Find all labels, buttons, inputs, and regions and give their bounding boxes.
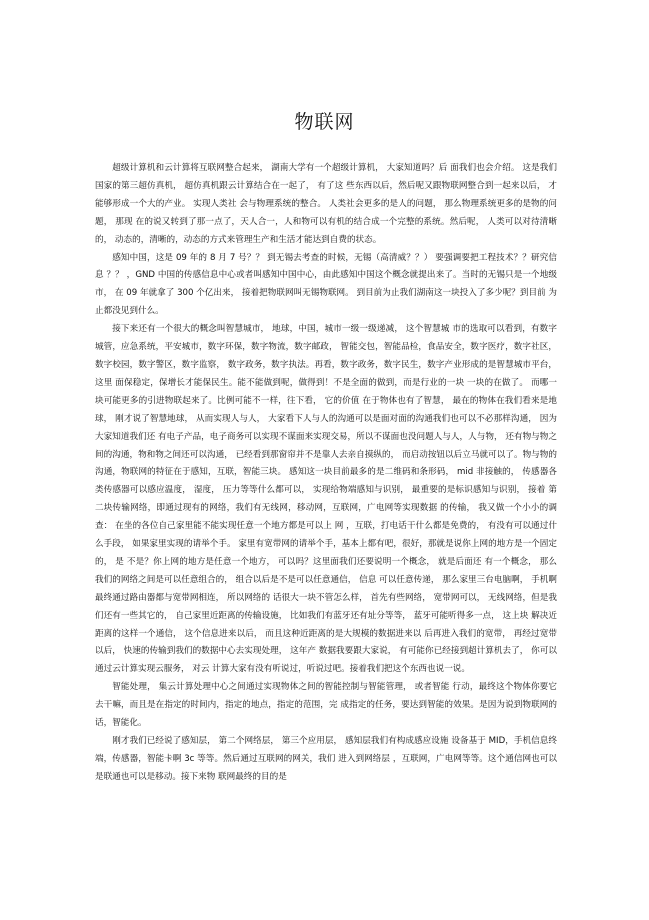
- paragraph-smart-city: 接下来还有一个很大的概念叫智慧城市， 地球，中国，城市一级一级递减， 这个智慧城 市的选取可以看到，有数字城管，应急系统，平安城市，数字环保，数字物流，数字邮政， 智能交包，智能品检，食品安全，数字医疗，数字社区，数字校园，数字警区，数字监察， 数字政务，数字执法。再看，数字政务，数字民生，数字产业形成的是智慧城市平台，这里 面保稳定，保增长才能保民生。能不能做到呢，做得到！不是全面的做到，而是行业的一块 一块的在做了。 而哪一块可能更多的引进物联起来了。比例可能不一样，往下看， 它的价值 在于物体也有了智慧， 最在的物体在我们看来是地球， 刚才说了智慧地球， 从而实现人与人， 大家看下人与人的沟通可以是面对面的沟通我们也可以不必那样沟通， 因为大家知道我们还 有电子产品，电子商务可以实现不谋面来实现交易，所以不谋面也没问题人与人，人与物， 还有物与物之间的沟通，物和物之间还可以沟通， 已经看到那窗帘并不是靠人去亲自摸纵的， 而启动按钮以后立马就可以了。物与物的沟通，物联网的特征在于感知，互联，智能三块。 感知这一块目前最多的是二维码和条形码， mid 非接触的， 传感器各类传感器可以感应温度， 湿度， 压力等等什么都可以， 实现给物端感知与识别， 最重要的是标识感知与识别， 接着 第二块传输网络，即通过现有的网络，我们有无线网，移动网，互联网，广电网等实现数据 的传输， 我又做一个小小的调查： 在坐的各位自己家里能不能实现任意一个地方都是可以上 网 ，互联，打电话干什么都是免费的， 有没有可以通过什么手段， 如果家里实现的请举个手。 家里有宽带网的请举个手，基本上都有吧，很好，那就是说你上网的地方是一个固定的， 是 不是？你上网的地方是任意一个地方， 可以吗？这里面我们还要说明一个概念， 就是后面还 有一个概念， 那么我们的网络之间是可以任意组合的， 组合以后是不是可以任意通信， 信息 可以任意传递， 那么家里三台电脑啊， 手机啊最终通过路由器都与宽带网相连， 所以网络的 话很大一块不管怎么样， 首先有些网络， 宽带网可以， 无线网络，但是我们还有一些其它的， 自己家里近距离的传输设施， 比如我们有蓝牙还有址分等等， 蓝牙可能听得多一点， 这上块 解决近距离的这样一个通信， 这个信息进来以后， 而且这种近距离的是大规模的数据进来以 后再进入我们的宽带， 再经过宽带以后， 快速的传输到我们的数据中心去实现处理， 这年产 数据我要跟大家说， 有可能你已经接到超计算机去了， 你可以通过云计算实现云服务， 对云 计算大家有没有听说过，听说过吧。接着我们把这个东西也说一说。: [95, 324, 557, 675]
- paragraph-supercomputer: 超级计算机和云计算将互联网整合起来， 湖南大学有一个超级计算机， 大家知道吗？后 面我们也会介绍。 这是我们国家的第三超仿真机， 超仿真机跟云计算结合在一起了， 有了这 些东西以后，然后呢又跟物联网整合到一起来以后， 才能够形成一个大的产业。 实现人类社 会与物理系统的整合。 人类社会更多的是人的问题， 那么物理系统更多的是物的问题， 那现 在的说又转到了那一点了，天人合一，人和物可以有机的结合成一个完整的系统。然后呢， 人类可以对待清晰的， 动态的，清晰的，动态的方式来管理生产和生活才能达到自费的状态。: [95, 163, 557, 245]
- document-title: 物联网: [294, 111, 355, 133]
- paragraph-layers: 刚才我们已经说了感知层， 第二个网络层， 第三个应用层， 感知层我们有构成感应设施 设备基于 MID，手机信息终端，传感器，智能卡啊 3c 等等。然后通过互联网的网关，我们 进入到网络层 ，互联网，广电网等等。这个通信网也可以是联通也可以是移动。接下来物 联网最终的目的是: [95, 736, 557, 782]
- paragraph-intelligent-processing: 智能处理， 集云计算处理中心之间通过实现物体之间的智能控制与智能管理， 或者智能 行动，最终这个物体你要它去干嘛，而且是在指定的时间内，指定的地点，指定的范围，完 成指定的任务，要达到智能的效果。是因为说到物联网的话，智能化。: [95, 682, 557, 729]
- paragraph-sensing-china: 感知中国，这是 09 年的 8 月 7 号？？ 到无锡去考查的时候，无锡（高清威？？） 要强调要把工程技术？？研究信息 ？？ ，GND 中国的传感信息中心或者叫感知中国中心，由此感知中国这个概念就提出来了。当时的无锡只是一个地级市， 在 09 年就拿了 300 个亿出来， 接着把物联网叫无锡物联网。 到目前为止我们湖南这一块投入了多少呢？到目前 为止都没见到什么。: [95, 252, 557, 317]
- document-body: [95, 160, 557, 787]
